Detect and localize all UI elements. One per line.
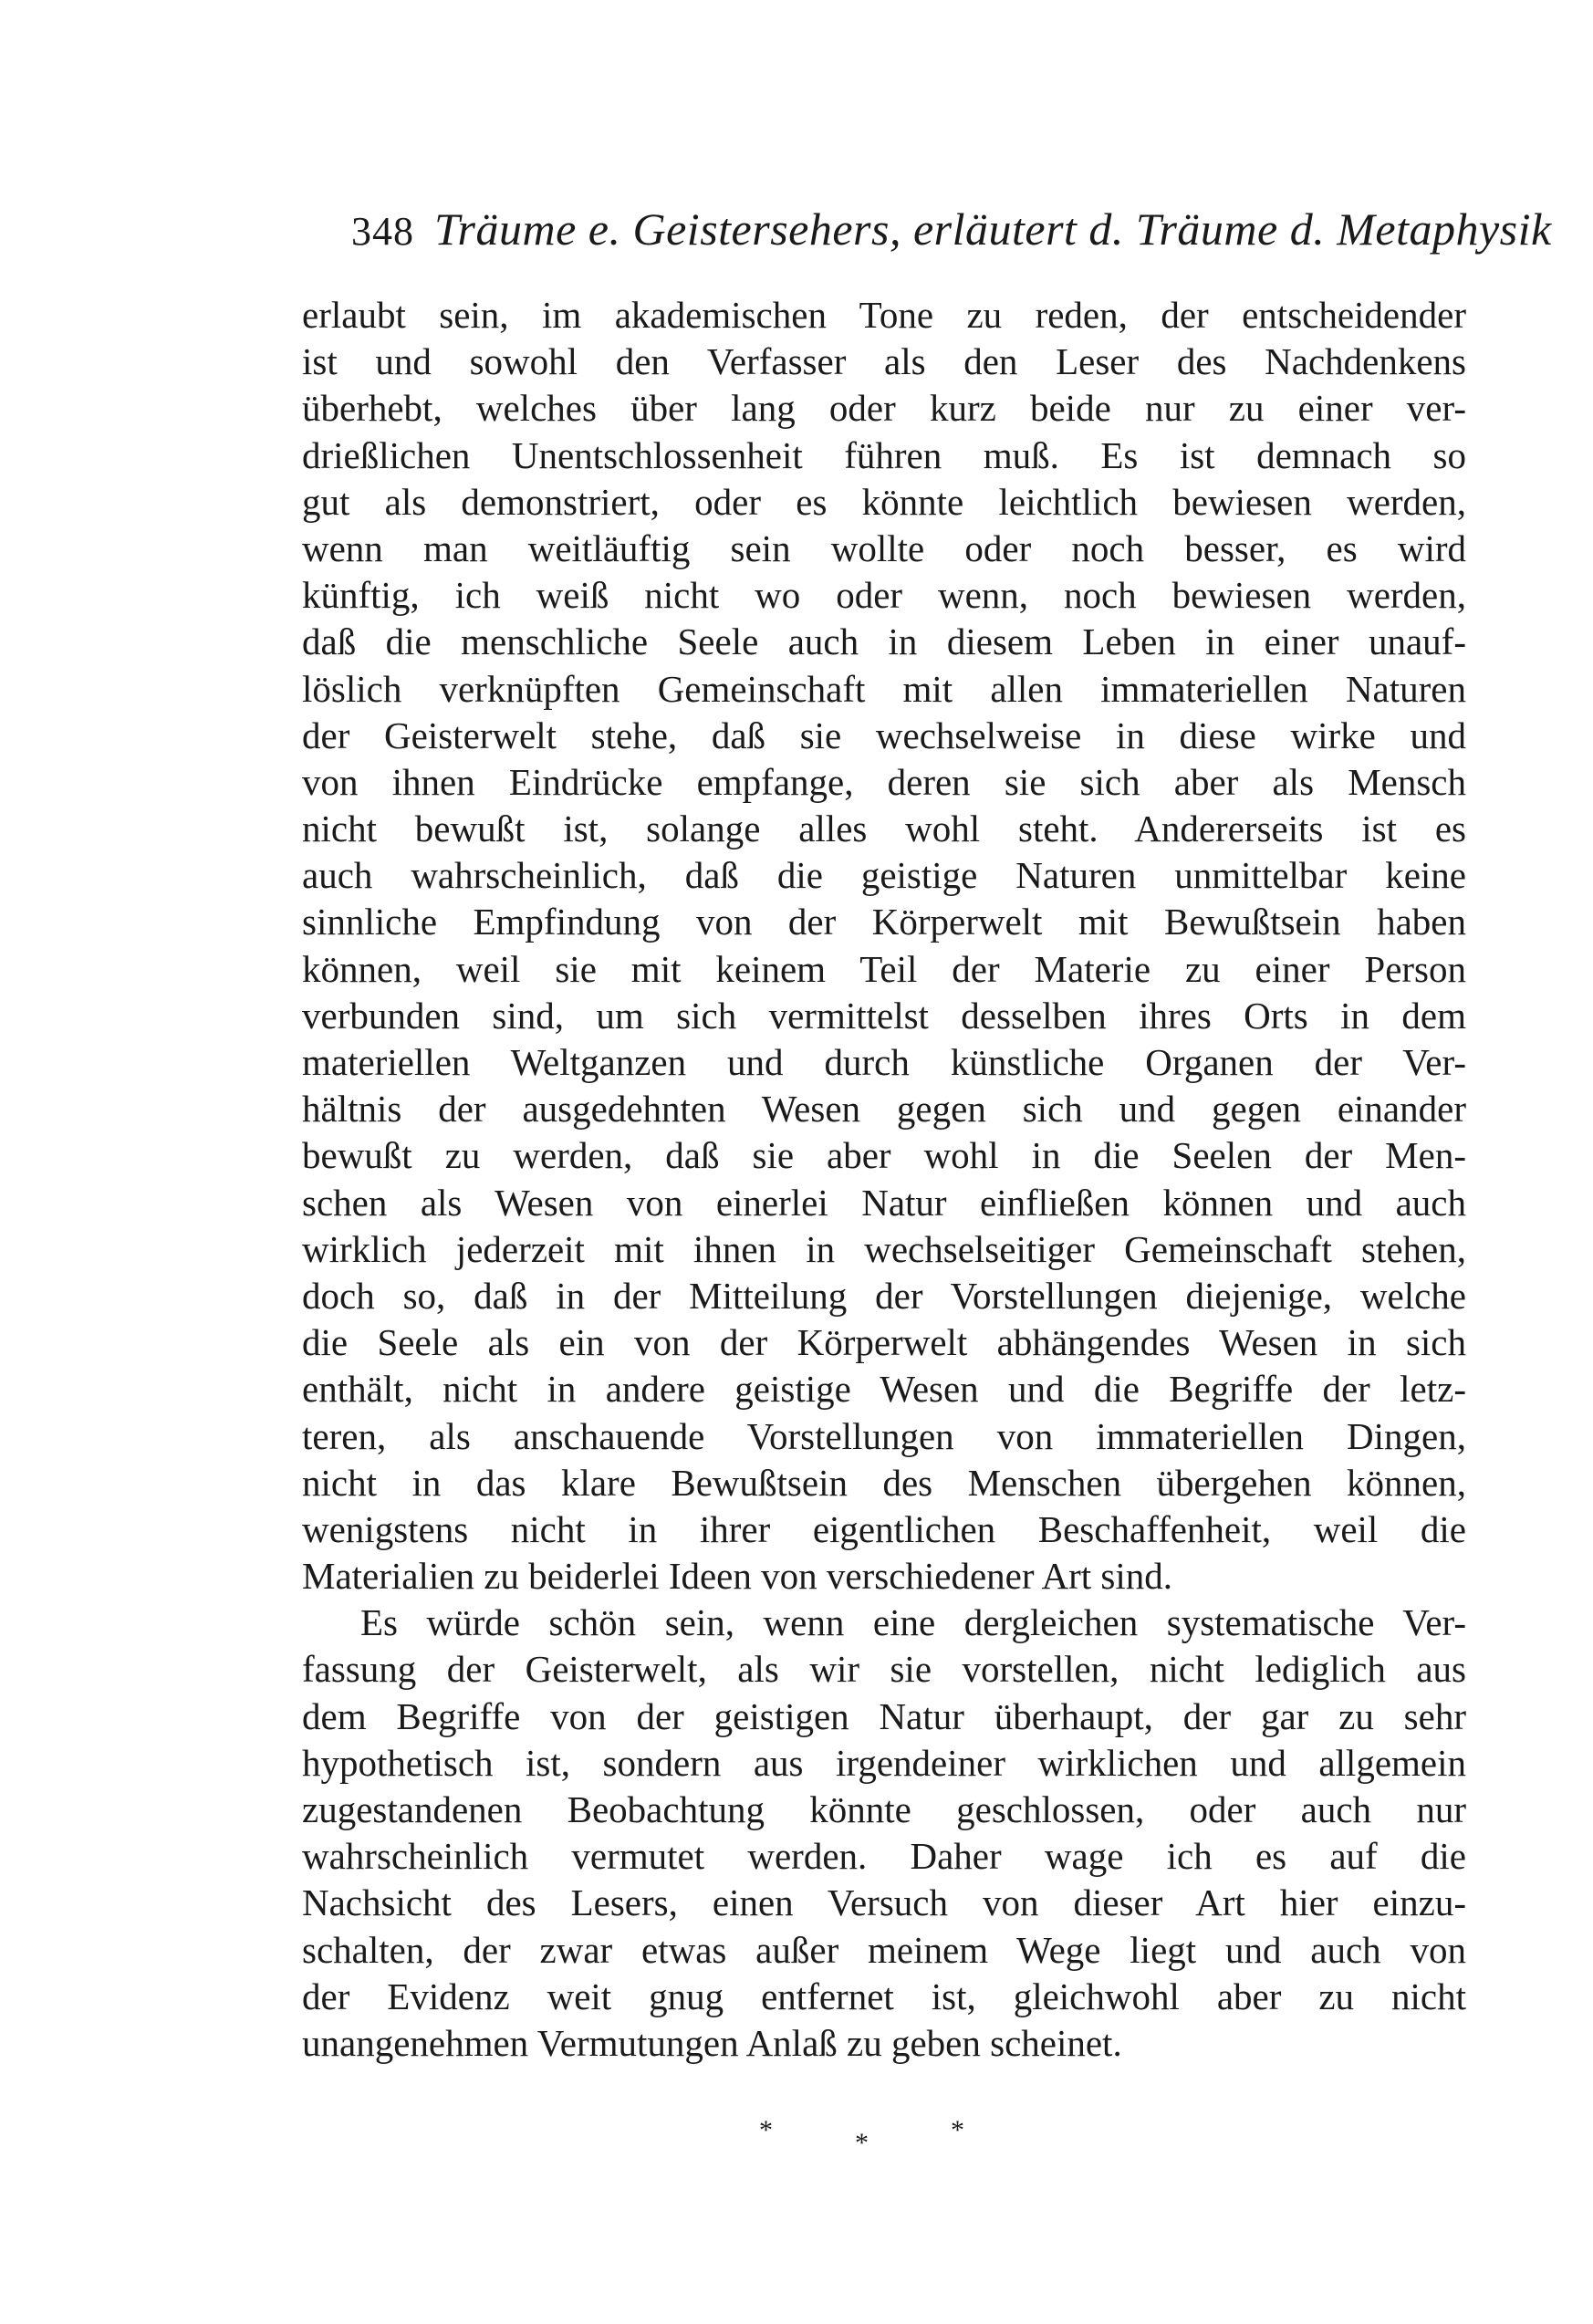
text-line: wirklich jederzeit mit ihnen in wechselseitiger Gemeinschaft stehen, [302, 1227, 1466, 1270]
text-line: die Seele als ein von der Körperwelt abhängendes Wesen in sich [302, 1321, 1466, 1364]
text-line: von ihnen Eindrücke empfange, deren sie sich aber als Mensch [302, 760, 1466, 803]
text-line: hältnis der ausgedehnten Wesen gegen sich und gegen einander [302, 1088, 1466, 1131]
text-line: überhebt, welches über lang oder kurz beide nur zu einer ver- [302, 387, 1466, 430]
asterisk: * [951, 2115, 964, 2145]
running-header [351, 203, 1552, 255]
text-line: fassung der Geisterwelt, als wir sie vorstellen, nicht lediglich aus [302, 1648, 1466, 1691]
text-line: auch wahrscheinlich, daß die geistige Naturen unmittelbar keine [302, 854, 1466, 897]
text-line: dem Begriffe von der geistigen Natur überhaupt, der gar zu sehr [302, 1694, 1466, 1737]
asterisk: * [855, 2128, 869, 2158]
text-line: zugestandenen Beobachtung könnte geschlossen, oder auch nur [302, 1788, 1466, 1830]
text-line: wenigstens nicht in ihrer eigentlichen Beschaffenheit, weil die [302, 1507, 1466, 1550]
text-line: schen als Wesen von einerlei Natur einfließen können und auch [302, 1181, 1466, 1224]
text-line: hypothetisch ist, sondern aus irgendeiner wirklichen und allgemein [302, 1741, 1466, 1784]
text-line: der Evidenz weit gnug entfernet ist, gleichwohl aber zu nicht [302, 1975, 1466, 2017]
text-line: unangenehmen Vermutungen Anlaß zu geben scheinet. [302, 2021, 1122, 2064]
text-line: gut als demonstriert, oder es könnte leichtlich bewiesen werden, [302, 480, 1466, 523]
text-line: Materialien zu beiderlei Ideen von verschiedener Art sind. [302, 1555, 1173, 1598]
text-line: doch so, daß in der Mitteilung der Vorstellungen diejenige, welche [302, 1274, 1466, 1317]
text-line: enthält, nicht in andere geistige Wesen und die Begriffe der letz- [302, 1368, 1466, 1411]
section-separator [0, 2115, 1593, 2170]
text-line: drießlichen Unentschlossenheit führen muß. Es ist demnach so [302, 433, 1466, 476]
paragraph-2 [302, 1600, 1466, 2067]
text-line: nicht bewußt ist, solange alles wohl steht. Andererseits ist es [302, 808, 1466, 850]
text-line: wenn man weitläuftig sein wollte oder noch besser, es wird [302, 526, 1466, 569]
text-line: künftig, ich weiß nicht wo oder wenn, noch bewiesen werden, [302, 574, 1466, 617]
text-line: Nachsicht des Lesers, einen Versuch von dieser Art hier einzu- [302, 1881, 1466, 1924]
paragraph-1 [302, 292, 1466, 1600]
text-line: nicht in das klare Bewußtsein des Menschen übergehen können, [302, 1461, 1466, 1504]
text-line: teren, als anschauende Vorstellungen von immateriellen Dingen, [302, 1414, 1466, 1457]
text-line: erlaubt sein, im akademischen Tone zu reden, der entscheidender [302, 294, 1466, 336]
asterisk: * [759, 2115, 773, 2145]
text-line: wahrscheinlich vermutet werden. Daher wage ich es auf die [302, 1835, 1466, 1878]
text-line: Es würde schön sein, wenn eine dergleichen systematische Ver- [360, 1601, 1466, 1644]
text-line: der Geisterwelt stehe, daß sie wechselweise in diese wirke und [302, 714, 1466, 756]
text-line: ist und sowohl den Verfasser als den Leser des Nachdenkens [302, 340, 1466, 383]
text-line: bewußt zu werden, daß sie aber wohl in die Seelen der Men- [302, 1134, 1466, 1177]
text-line: verbunden sind, um sich vermittelst desselben ihres Orts in dem [302, 994, 1466, 1037]
text-line: daß die menschliche Seele auch in diesem Leben in einer unauf- [302, 620, 1466, 663]
page-number: 348 [351, 209, 414, 254]
text-line: sinnliche Empfindung von der Körperwelt mit Bewußtsein haben [302, 901, 1466, 943]
text-line: löslich verknüpften Gemeinschaft mit allen immateriellen Naturen [302, 667, 1466, 710]
running-title: Träume e. Geistersehers, erläutert d. Träume d. Metaphysik [434, 203, 1552, 255]
text-line: können, weil sie mit keinem Teil der Materie zu einer Person [302, 947, 1466, 990]
text-line: schalten, der zwar etwas außer meinem Wege liegt und auch von [302, 1928, 1466, 1971]
text-line: materiellen Weltganzen und durch künstliche Organen der Ver- [302, 1041, 1466, 1083]
body-text [302, 292, 1466, 2067]
